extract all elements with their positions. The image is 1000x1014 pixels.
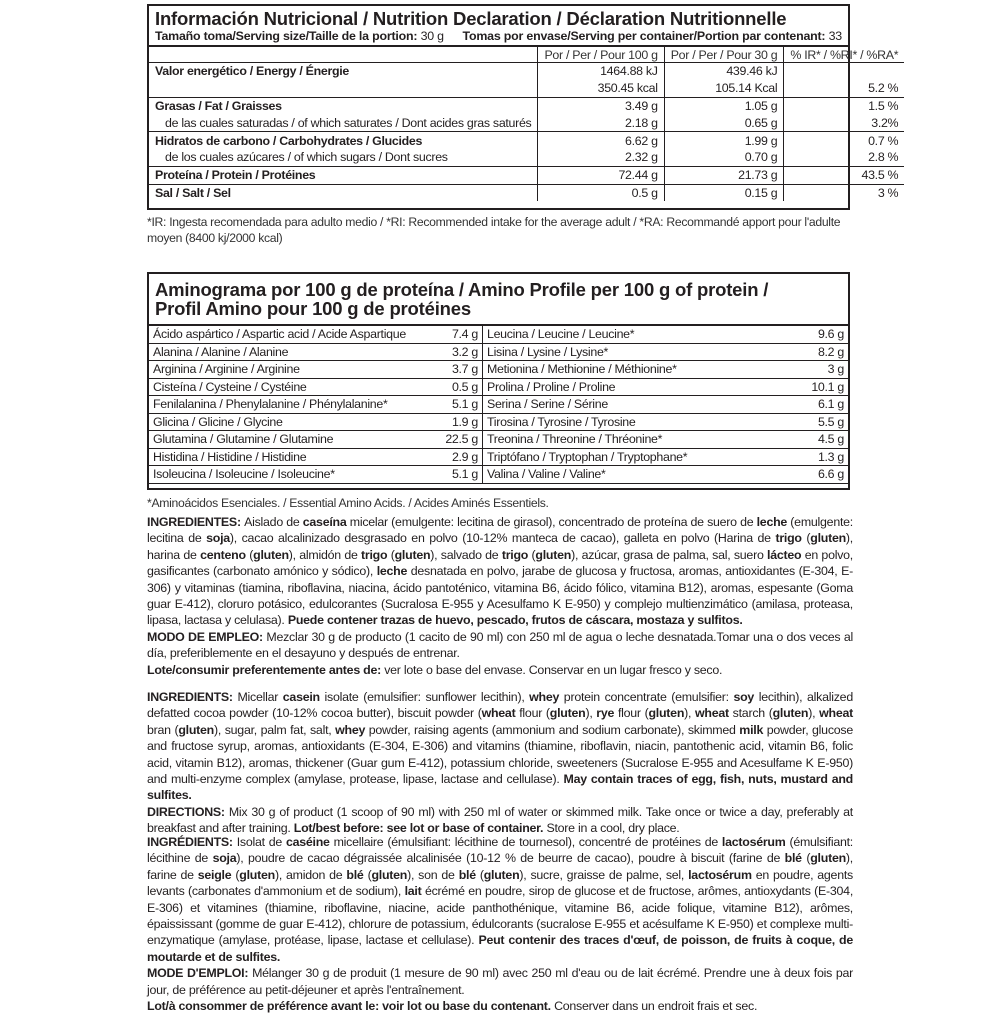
amino-table: [147, 272, 850, 490]
ingredient-segment: lecithin), alkalized defatted cocoa powder (10-12% cocoa butter), biscuit powder (: [147, 690, 853, 721]
ingredient-bold-segment: gluten: [772, 706, 809, 721]
amino-grid: [149, 324, 848, 484]
nutrition-header-row: [149, 47, 904, 63]
ingredient-bold-segment: gluten: [810, 851, 846, 866]
amino-name: Alanina / Alanine / Alanine: [149, 343, 419, 361]
text-block-fr: [147, 834, 853, 1014]
directions-text: Mélanger 30 g de produit (1 mesure de 90 ml) avec 250 ml d'eau ou de lait écrémé. Prendre une à deux fois par jour, de préférence au petit-déjeuner et après l'entraînement.: [147, 966, 854, 997]
amino-value: 5.5 g: [780, 413, 848, 431]
directions-label: MODE D'EMPLOI:: [147, 966, 249, 981]
ingredients-en: [147, 689, 853, 804]
nutrition-row: [149, 63, 904, 80]
servings-per-container-label: Tomas por envase/Serving per container/Portion par contenant:: [462, 29, 826, 43]
ingredient-segment: ), azúcar, grasa de palma, sal, suero: [571, 547, 767, 562]
ingredient-bold-segment: soja: [206, 531, 230, 546]
ingredient-bold-segment: lait: [404, 884, 422, 899]
amino-value: 1.9 g: [419, 413, 483, 431]
amino-name: Valina / Valine / Valine*: [483, 466, 781, 484]
nutrition-row: [149, 149, 904, 166]
ingredient-segment: (émulsifiant: lécithine de: [147, 835, 853, 866]
amino-name: Tirosina / Tyrosine / Tyrosine: [483, 413, 781, 431]
ingredient-bold-segment: casein: [282, 690, 320, 704]
directions-text: Mix 30 g of product (1 scoop of 90 ml) with 250 ml of water or skimmed milk. Take once or twice a day, preferably at breakfast and after training.: [147, 804, 853, 836]
value-30g: 1.99 g: [664, 132, 784, 149]
amino-value: 3.2 g: [419, 343, 483, 361]
amino-value: 7.4 g: [419, 325, 483, 343]
ingredient-bold-segment: trigo: [361, 547, 388, 562]
nutrition-footnote: *IR: Ingesta recomendada para adulto medio / *RI: Recommended intake for the average adult / *RA: Recommandé apport pour l'adulte moyen (8400 kj/2000 kcal): [147, 215, 841, 245]
ingredient-segment: ), sugar, palm fat, salt,: [214, 722, 336, 737]
value-30g: 0.70 g: [664, 149, 784, 166]
amino-name: Triptófano / Tryptophan / Tryptophane*: [483, 448, 781, 466]
column-header-ri: % IR* / %RI* / %RA*: [784, 47, 904, 63]
text-block-es: [147, 514, 853, 678]
value-100g: 3.49 g: [538, 97, 664, 114]
value-ri: 1.5 %: [784, 97, 904, 114]
ingredient-segment: écrémé en poudre, sirop de glucose et de fructose, arômes, antioxydants (E-304, E-306) et vitamines (thiamine, riboflavine, niacine, acide panthothénique, vitamine B6, acide folique, vitamine B12), arômes, épaississant (gomme de guar E-412), chlorure de potassium, édulcorants (sucralose E-955 et acésulfame K E-950) et complexe multi-enzymatique (amylase, protéase, lipase, lactase et cellulase).: [147, 884, 854, 948]
ingredient-bold-segment: gluten: [483, 867, 520, 882]
ingredient-bold-segment: gluten: [549, 706, 586, 721]
serving-info: [149, 28, 848, 47]
value-100g: 72.44 g: [538, 166, 664, 184]
value-100g: 6.62 g: [538, 132, 664, 149]
ingredient-bold-segment: leche: [756, 515, 788, 529]
amino-value: 6.6 g: [780, 466, 848, 484]
ingredient-bold-segment: lactosérum: [721, 835, 786, 849]
servings-per-container-value: 33: [828, 29, 842, 43]
nutrition-grid: [149, 47, 904, 201]
ingredient-segment: ), almidón de: [288, 547, 362, 562]
ingredient-bold-segment: whey: [529, 690, 560, 704]
ingredient-bold-segment: lactosérum: [688, 867, 752, 882]
amino-title-line1: Aminograma por 100 g de proteína / Amino Profile per 100 g of protein /: [155, 279, 769, 300]
ingredient-bold-segment: gluten: [371, 867, 408, 882]
nutrition-row: [149, 184, 904, 201]
amino-value: 4.5 g: [780, 431, 848, 449]
value-30g: 0.15 g: [664, 184, 784, 201]
ingredient-segment: ), cacao alcalinizado desgrasado en polvo (10-12% manteca de cacao), galleta en polvo (Harina de: [229, 531, 776, 546]
value-100g: 0.5 g: [538, 184, 664, 201]
amino-value: 6.1 g: [780, 396, 848, 414]
ingredient-segment: ), poudre de cacao dégraissée alcalinisée (10-12 % de beurre de cacao), poudre à biscuit (farine de: [236, 851, 785, 866]
value-ri: 3 %: [784, 184, 904, 201]
lot-text: Conserver dans un endroit frais et sec.: [550, 999, 758, 1014]
ingredient-segment: micelar (emulgente: lecitina de girasol), concentrado de proteína de suero de: [346, 515, 757, 529]
ingredient-segment: ), harina de: [147, 531, 853, 562]
ingredient-bold-segment: gluten: [394, 547, 431, 562]
amino-value: 10.1 g: [780, 378, 848, 396]
value-ri: 2.8 %: [784, 149, 904, 166]
nutrient-label: [149, 80, 538, 97]
amino-name: Cisteína / Cysteine / Cystéine: [149, 378, 419, 396]
ingredients-fr: [147, 834, 853, 965]
amino-name: Glutamina / Glutamine / Glutamine: [149, 431, 419, 449]
ingredient-bold-segment: centeno: [200, 547, 246, 562]
ingredient-segment: ), son de: [407, 867, 459, 882]
ingredient-segment: flour (: [614, 706, 649, 721]
ingredient-bold-segment: gluten: [810, 531, 846, 546]
amino-value: 3 g: [780, 361, 848, 379]
ingredient-bold-segment: blé: [784, 851, 802, 866]
directions-es: [147, 629, 853, 662]
amino-value: 3.7 g: [419, 361, 483, 379]
ingredient-segment: en polvo, gasificantes (carbonato amónico y sódico),: [147, 547, 853, 579]
value-ri: [784, 63, 904, 80]
nutrition-row: [149, 114, 904, 131]
nutrient-label: de las cuales saturadas / of which saturates / Dont acides gras saturés: [165, 115, 532, 130]
amino-name: Prolina / Proline / Proline: [483, 378, 781, 396]
ingredient-segment: ), amidon de: [274, 867, 347, 882]
amino-value: 22.5 g: [419, 431, 483, 449]
ingredient-bold-segment: wheat: [695, 706, 729, 721]
ingredient-segment: starch (: [728, 706, 773, 721]
ingredient-bold-segment: Peut contenir des traces d'œuf, de poisson, de fruits à coque, de moutarde et de sulfites.: [147, 933, 853, 964]
directions-label: DIRECTIONS:: [147, 804, 225, 819]
ingredient-segment: ), salvado de: [430, 547, 502, 562]
lot-text: ver lote o base del envase. Conservar en un lugar fresco y seco.: [381, 662, 723, 677]
amino-row: [149, 413, 848, 431]
amino-name: Histidina / Histidine / Histidine: [149, 448, 419, 466]
ingredient-segment: isolate (emulsifier: sunflower lecithin),: [319, 690, 530, 704]
ingredient-segment: ),: [808, 706, 820, 721]
amino-row: [149, 361, 848, 379]
ingredient-bold-segment: May contain traces of egg, fish, nuts, mustard and sulfites.: [147, 772, 853, 803]
amino-value: 2.9 g: [419, 448, 483, 466]
ingredient-segment: (: [801, 531, 811, 546]
value-ri: 0.7 %: [784, 132, 904, 149]
nutrient-label: Proteína / Protein / Protéines: [149, 166, 538, 184]
amino-value: 0.5 g: [419, 378, 483, 396]
nutrition-row: [149, 80, 904, 97]
nutrition-row: [149, 97, 904, 114]
amino-name: Ácido aspártico / Aspartic acid / Acide Aspartique: [149, 325, 419, 343]
amino-name: Metionina / Methionine / Méthionine*: [483, 361, 781, 379]
value-100g: 2.18 g: [538, 114, 664, 131]
ingredient-bold-segment: gluten: [648, 706, 685, 721]
lot-text: Store in a cool, dry place.: [543, 821, 680, 836]
amino-value: 5.1 g: [419, 396, 483, 414]
nutrient-label: Valor energético / Energy / Énergie: [155, 64, 350, 79]
ingredient-segment: ), farine de: [147, 851, 853, 882]
serving-size-value: 30 g: [420, 29, 444, 43]
amino-row: [149, 325, 848, 343]
ingredient-bold-segment: blé: [458, 867, 476, 882]
nutrient-label: Sal / Salt / Sel: [149, 184, 538, 201]
ingredient-bold-segment: caseína: [302, 515, 347, 529]
value-30g: 439.46 kJ: [664, 63, 784, 80]
ingredient-segment: protein concentrate (emulsifier:: [559, 690, 734, 704]
amino-row: [149, 431, 848, 449]
ingredient-segment: powder, raising agents (ammonium and sodium carbonate), skimmed: [365, 722, 740, 737]
ingredient-bold-segment: soja: [212, 851, 237, 866]
ingredient-bold-segment: caséine: [285, 835, 330, 849]
lot-fr: [147, 998, 853, 1014]
ingredient-segment: Micellar: [237, 690, 283, 704]
ingredient-bold-segment: INGRÉDIENTS:: [147, 835, 237, 849]
amino-row: [149, 378, 848, 396]
lot-label: Lot/best before: see lot or base of container.: [293, 821, 544, 836]
amino-name: Treonina / Threonine / Thréonine*: [483, 431, 781, 449]
directions-label: MODO DE EMPLEO:: [147, 629, 263, 644]
column-header-100g: Por / Per / Pour 100 g: [538, 47, 664, 63]
amino-row: [149, 343, 848, 361]
ingredient-segment: (: [231, 867, 240, 882]
nutrition-table: [147, 4, 899, 210]
ingredient-bold-segment: trigo: [775, 531, 802, 546]
serving-size-label: Tamaño toma/Serving size/Taille de la portion:: [155, 29, 418, 43]
amino-title: [149, 274, 848, 318]
column-header-30g: Por / Per / Pour 30 g: [664, 47, 784, 63]
ingredient-bold-segment: gluten: [239, 867, 275, 882]
ingredient-bold-segment: milk: [739, 722, 764, 737]
ingredient-bold-segment: soy: [733, 690, 755, 704]
lot-label: Lot/à consommer de préférence avant le: voir lot ou base du contenant.: [147, 999, 551, 1014]
amino-row: [149, 448, 848, 466]
directions-fr: [147, 965, 853, 998]
amino-name: Serina / Serine / Sérine: [483, 396, 781, 414]
amino-name: Fenilalanina / Phenylalanine / Phénylalanine*: [149, 396, 419, 414]
value-ri: 5.2 %: [784, 80, 904, 97]
ingredient-bold-segment: trigo: [501, 547, 529, 562]
value-30g: 21.73 g: [664, 166, 784, 184]
ingredient-segment: desnatada en polvo, jarabe de glucosa y fructosa, aromas, antioxidantes (E-304, E-306) y vitaminas (tiamina, riboflavina, niacina, ácido pantoténico, vitamina B6, ácido fólico, vitamina B12), aromas, espesante (Goma guar E-412), cloruro potásico, edulcorantes (Sucralosa E-955 y Acesulfamo K E-950) y complejo multienzimático (amilasa, proteasa, lipasa, lactasa y celulasa).: [147, 564, 853, 628]
lot-label: Lote/consumir preferentemente antes de:: [147, 662, 381, 677]
directions-en: [147, 804, 853, 837]
ingredients-es: [147, 514, 853, 629]
ingredient-bold-segment: gluten: [253, 547, 289, 562]
value-30g: 1.05 g: [664, 97, 784, 114]
amino-name: Leucina / Leucine / Leucine*: [483, 325, 781, 343]
ingredient-bold-segment: blé: [346, 867, 364, 882]
ingredient-segment: Aislado de: [244, 515, 303, 529]
ingredient-segment: (emulgente: lecitina de: [147, 515, 853, 546]
ingredient-bold-segment: INGREDIENTS:: [147, 690, 238, 704]
amino-value: 1.3 g: [780, 448, 848, 466]
ingredient-bold-segment: leche: [376, 564, 408, 579]
value-30g: 0.65 g: [664, 114, 784, 131]
ingredient-bold-segment: INGREDIENTES:: [147, 515, 245, 529]
value-100g: 2.32 g: [538, 149, 664, 166]
value-30g: 105.14 Kcal: [664, 80, 784, 97]
text-block-en: [147, 689, 853, 837]
ingredient-bold-segment: gluten: [178, 722, 214, 737]
ingredient-bold-segment: gluten: [535, 547, 572, 562]
ingredient-segment: en poudre, agents levants (carbonates d'ammonium et de sodium),: [147, 867, 853, 899]
ingredient-segment: (: [245, 547, 254, 562]
value-ri: 43.5 %: [784, 166, 904, 184]
ingredient-bold-segment: lácteo: [767, 547, 802, 562]
ingredient-segment: powder, glucose and fructose syrup, aromas, antioxidants (E-304, E-306) and vitamins (thiamine, riboflavin, niacin, pantothenic acid, vitamin B6, folic acid, vitamin B12), aromas, thickener (Guar gum E-412), potassium chloride, sweeteners (Sucralose E-955 and Acesulfame K E-950) and multi-enzyme complex (amylase, protease, lipase, lactase and cellulase).: [147, 722, 853, 787]
ingredient-segment: ),: [684, 706, 695, 721]
amino-row: [149, 396, 848, 414]
ingredient-segment: bran (: [147, 722, 179, 737]
amino-row: [149, 466, 848, 484]
lot-es: [147, 662, 853, 678]
ingredient-bold-segment: seigle: [197, 867, 232, 882]
directions-text: Mezclar 30 g de producto (1 cacito de 90 ml) con 250 ml de agua o leche desnatada.Tomar una o dos veces al día, preferiblemente en el desayuno y después de entrenar.: [147, 629, 853, 661]
value-100g: 1464.88 kJ: [538, 63, 664, 80]
ingredient-segment: (: [363, 867, 372, 882]
amino-value: 9.6 g: [780, 325, 848, 343]
nutrition-title: Información Nutricional / Nutrition Declaration / Déclaration Nutritionnelle: [155, 8, 787, 29]
amino-footnote: *Aminoácidos Esenciales. / Essential Amino Acids. / Acides Aminés Essentiels.: [147, 496, 549, 510]
ingredient-bold-segment: Puede contener trazas de huevo, pescado, frutos de cáscara, mostaza y sulfitos.: [287, 613, 743, 628]
nutrient-label: de los cuales azúcares / of which sugars / Dont sucres: [165, 150, 448, 165]
nutrition-row: [149, 166, 904, 184]
nutrition-row: [149, 132, 904, 149]
amino-value: 8.2 g: [780, 343, 848, 361]
ingredient-segment: Isolat de: [236, 835, 286, 849]
ingredient-bold-segment: rye: [596, 706, 615, 721]
amino-name: Isoleucina / Isoleucine / Isoleucine*: [149, 466, 419, 484]
amino-name: Lisina / Lysine / Lysine*: [483, 343, 781, 361]
ingredient-bold-segment: wheat: [481, 706, 516, 721]
ingredient-bold-segment: whey: [335, 722, 366, 737]
ingredient-segment: (: [528, 547, 536, 562]
ingredient-segment: ), sucre, graisse de palme, sel,: [519, 867, 689, 882]
ingredient-segment: ),: [585, 706, 597, 721]
amino-value: 5.1 g: [419, 466, 483, 484]
ingredient-segment: micellaire (émulsifiant: lécithine de tournesol), concentré de protéines de: [329, 835, 722, 849]
amino-name: Arginina / Arginine / Arginine: [149, 361, 419, 379]
nutrient-label: Grasas / Fat / Graisses: [149, 97, 538, 114]
nutrient-label: Hidratos de carbono / Carbohydrates / Glucides: [149, 132, 538, 149]
amino-title-line2: Profil Amino pour 100 g de protéines: [155, 298, 471, 319]
value-100g: 350.45 kcal: [538, 80, 664, 97]
ingredient-segment: (: [387, 547, 395, 562]
ingredient-bold-segment: wheat: [819, 706, 853, 721]
amino-name: Glicina / Glicine / Glycine: [149, 413, 419, 431]
ingredient-segment: (: [801, 851, 811, 866]
ingredient-segment: (: [475, 867, 484, 882]
ingredient-segment: flour (: [515, 706, 550, 721]
value-ri: 3.2%: [784, 114, 904, 131]
